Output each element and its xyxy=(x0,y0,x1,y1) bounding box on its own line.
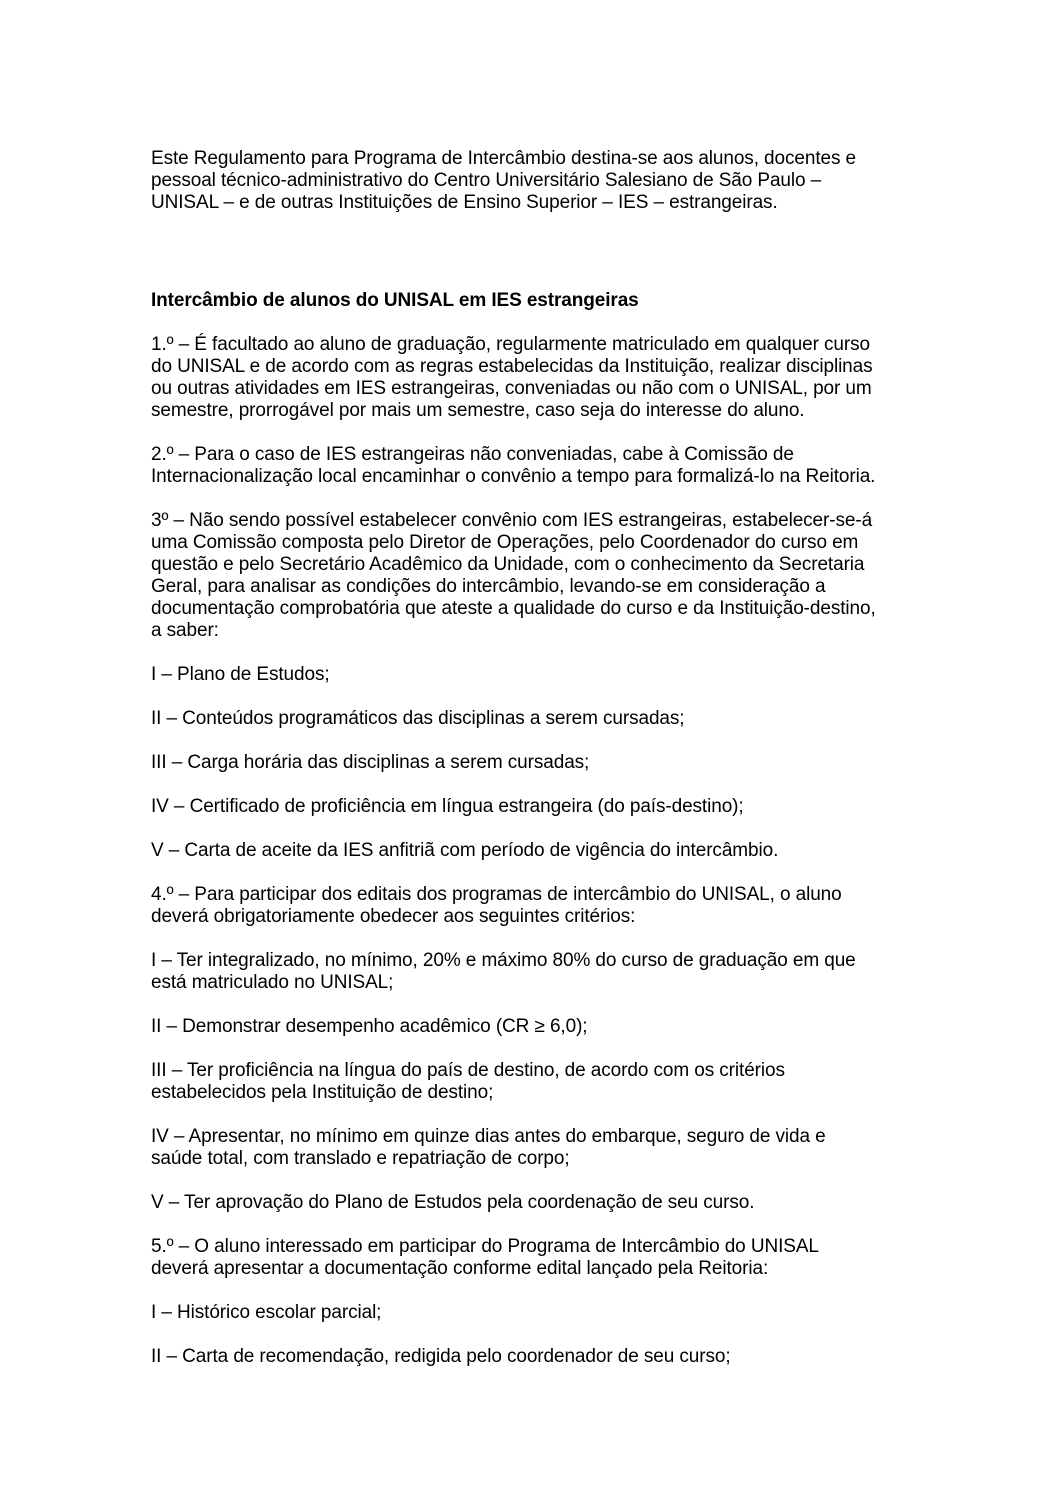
paragraph-article-2: 2.º – Para o caso de IES estrangeiras não conveniadas, cabe à Comissão de Internacionalização local encaminhar o convênio a tempo para formalizá-lo na Reitoria. xyxy=(151,444,876,487)
section-heading: Intercâmbio de alunos do UNISAL em IES estrangeiras xyxy=(151,290,639,311)
list-item-4-v: V – Ter aprovação do Plano de Estudos pela coordenação de seu curso. xyxy=(151,1192,755,1213)
list-item-4-ii: II – Demonstrar desempenho acadêmico (CR ≥ 6,0); xyxy=(151,1016,588,1037)
list-item-4-i: I – Ter integralizado, no mínimo, 20% e máximo 80% do curso de graduação em que está matriculado no UNISAL; xyxy=(151,950,856,993)
paragraph-article-1: 1.º – É facultado ao aluno de graduação, regularmente matriculado em qualquer curso do UNISAL e de acordo com as regras estabelecidas da Instituição, realizar disciplinas ou outras atividades em IES estrangeiras, conveniadas ou não com o UNISAL, por um semestre, prorrogável por mais um semestre, caso seja do interesse do aluno. xyxy=(151,334,873,421)
document-body xyxy=(151,148,931,1390)
paragraph-article-5: 5.º – O aluno interessado em participar do Programa de Intercâmbio do UNISAL deverá apresentar a documentação conforme edital lançado pela Reitoria: xyxy=(151,1236,819,1279)
list-item-3-v: V – Carta de aceite da IES anfitriã com período de vigência do intercâmbio. xyxy=(151,840,779,861)
list-item-3-ii: II – Conteúdos programáticos das disciplinas a serem cursadas; xyxy=(151,708,685,729)
list-item-5-i: I – Histórico escolar parcial; xyxy=(151,1302,382,1323)
list-item-4-iv: IV – Apresentar, no mínimo em quinze dias antes do embarque, seguro de vida e saúde total, com translado e repatriação de corpo; xyxy=(151,1126,826,1169)
list-item-3-i: I – Plano de Estudos; xyxy=(151,664,330,685)
list-item-4-iii: III – Ter proficiência na língua do país de destino, de acordo com os critérios estabelecidos pela Instituição de destino; xyxy=(151,1060,785,1103)
intro-paragraph: Este Regulamento para Programa de Intercâmbio destina-se aos alunos, docentes e pessoal técnico-administrativo do Centro Universitário Salesiano de São Paulo – UNISAL – e de outras Instituições de Ensino Superior – IES – estrangeiras. xyxy=(151,148,857,213)
list-item-5-ii: II – Carta de recomendação, redigida pelo coordenador de seu curso; xyxy=(151,1346,731,1367)
list-item-3-iii: III – Carga horária das disciplinas a serem cursadas; xyxy=(151,752,590,773)
list-item-3-iv: IV – Certificado de proficiência em língua estrangeira (do país-destino); xyxy=(151,796,744,817)
paragraph-article-3: 3º – Não sendo possível estabelecer convênio com IES estrangeiras, estabelecer-se-á uma Comissão composta pelo Diretor de Operações, pelo Coordenador do curso em questão e pelo Secretário Acadêmico da Unidade, com o conhecimento da Secretaria Geral, para analisar as condições do intercâmbio, levando-se em consideração a documentação comprobatória que ateste a qualidade do curso e da Instituição-destino, a saber: xyxy=(151,510,876,641)
paragraph-article-4: 4.º – Para participar dos editais dos programas de intercâmbio do UNISAL, o aluno deverá obrigatoriamente obedecer aos seguintes critérios: xyxy=(151,884,842,927)
